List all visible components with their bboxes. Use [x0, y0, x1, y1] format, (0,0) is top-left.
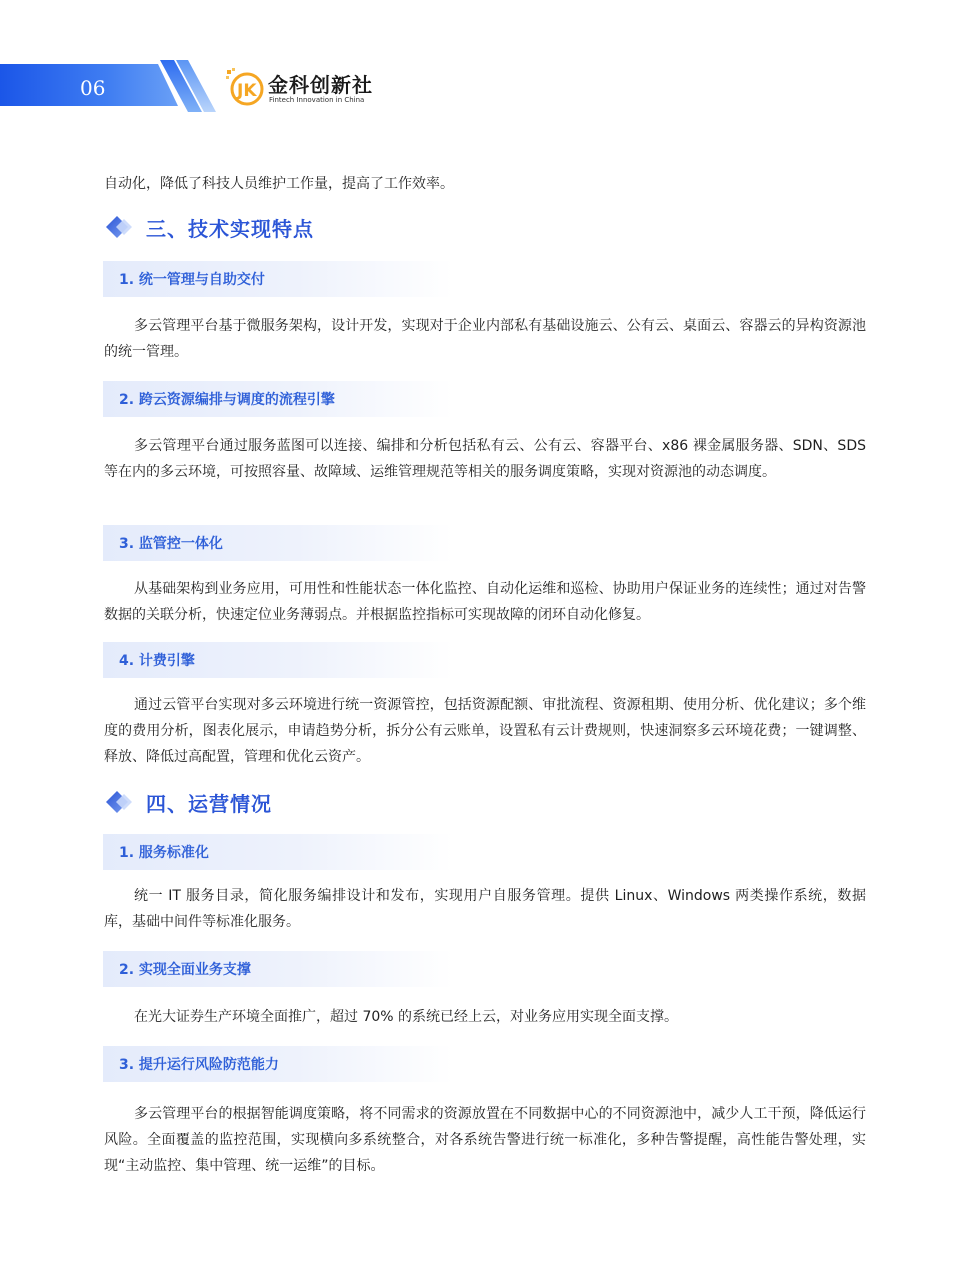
section-heading [104, 786, 272, 818]
subsection-heading: 2. 跨云资源编排与调度的流程引擎 [103, 381, 453, 417]
subsection-paragraph: 通过云管平台实现对多云环境进行统一资源管控，包括资源配额、审批流程、资源租期、使用分析、优化建议；多个维度的费用分析，图表化展示，申请趋势分析，拆分公有云账单，设置私有云计费规则，快速洞察多云环境花费；一键调整、释放、降低过高配置，管理和优化云资产。 [104, 697, 866, 765]
subsection-heading: 3. 提升运行风险防范能力 [103, 1046, 453, 1082]
subsection-heading: 2. 实现全面业务支撑 [103, 951, 453, 987]
svg-text:JK: JK [237, 81, 257, 101]
subsection-paragraph: 多云管理平台的根据智能调度策略，将不同需求的资源放置在不同数据中心的不同资源池中，减少人工干预，降低运行风险。全面覆盖的监控范围，实现横向多系统整合，对各系统告警进行统一标准化，多种告警提醒，高性能告警处理，实现“主动监控、集中管理、统一运维”的目标。 [104, 1106, 866, 1174]
page-number: 06 [80, 76, 106, 100]
intro-paragraph: 自动化，降低了科技人员维护工作量，提高了工作效率。 [104, 176, 454, 192]
subsection-heading: 1. 服务标准化 [103, 834, 453, 870]
logo-subtitle: Fintech Innovation in China [269, 96, 365, 104]
logo-title: 金科创新社 [268, 73, 373, 97]
subsection-heading: 4. 计费引擎 [103, 642, 453, 678]
diamond-bullet-icon [104, 212, 138, 242]
section-title: 三、技术实现特点 [146, 216, 314, 241]
subsection-paragraph: 多云管理平台通过服务蓝图可以连接、编排和分析包括私有云、公有云、容器平台、x86 裸金属服务器、SDN、SDS 等在内的多云环境，可按照容量、故障域、运维管理规范等相关的服务调度策略，实现对资源池的动态调度。 [104, 438, 866, 480]
diamond-bullet-icon [104, 787, 138, 817]
subsection-paragraph: 多云管理平台基于微服务架构，设计开发，实现对于企业内部私有基础设施云、公有云、桌面云、容器云的异构资源池的统一管理。 [104, 318, 866, 360]
page-header [0, 0, 969, 130]
subsection-paragraph: 统一 IT 服务目录，简化服务编排设计和发布，实现用户自服务管理。提供 Linux、Windows 两类操作系统，数据库，基础中间件等标准化服务。 [104, 888, 866, 930]
subsection-paragraph: 从基础架构到业务应用，可用性和性能状态一体化监控、自动化运维和巡检、协助用户保证业务的连续性；通过对告警数据的关联分析，快速定位业务薄弱点。并根据监控指标可实现故障的闭环自动化修复。 [104, 581, 866, 623]
subsection-paragraph: 在光大证券生产环境全面推广，超过 70% 的系统已经上云，对业务应用实现全面支撑。 [134, 1009, 679, 1025]
section-title: 四、运营情况 [146, 791, 272, 816]
jk-logo-icon [226, 68, 264, 106]
subsection-heading: 1. 统一管理与自助交付 [103, 261, 453, 297]
section-heading [104, 211, 314, 243]
logo [226, 66, 376, 110]
subsection-heading: 3. 监管控一体化 [103, 525, 453, 561]
